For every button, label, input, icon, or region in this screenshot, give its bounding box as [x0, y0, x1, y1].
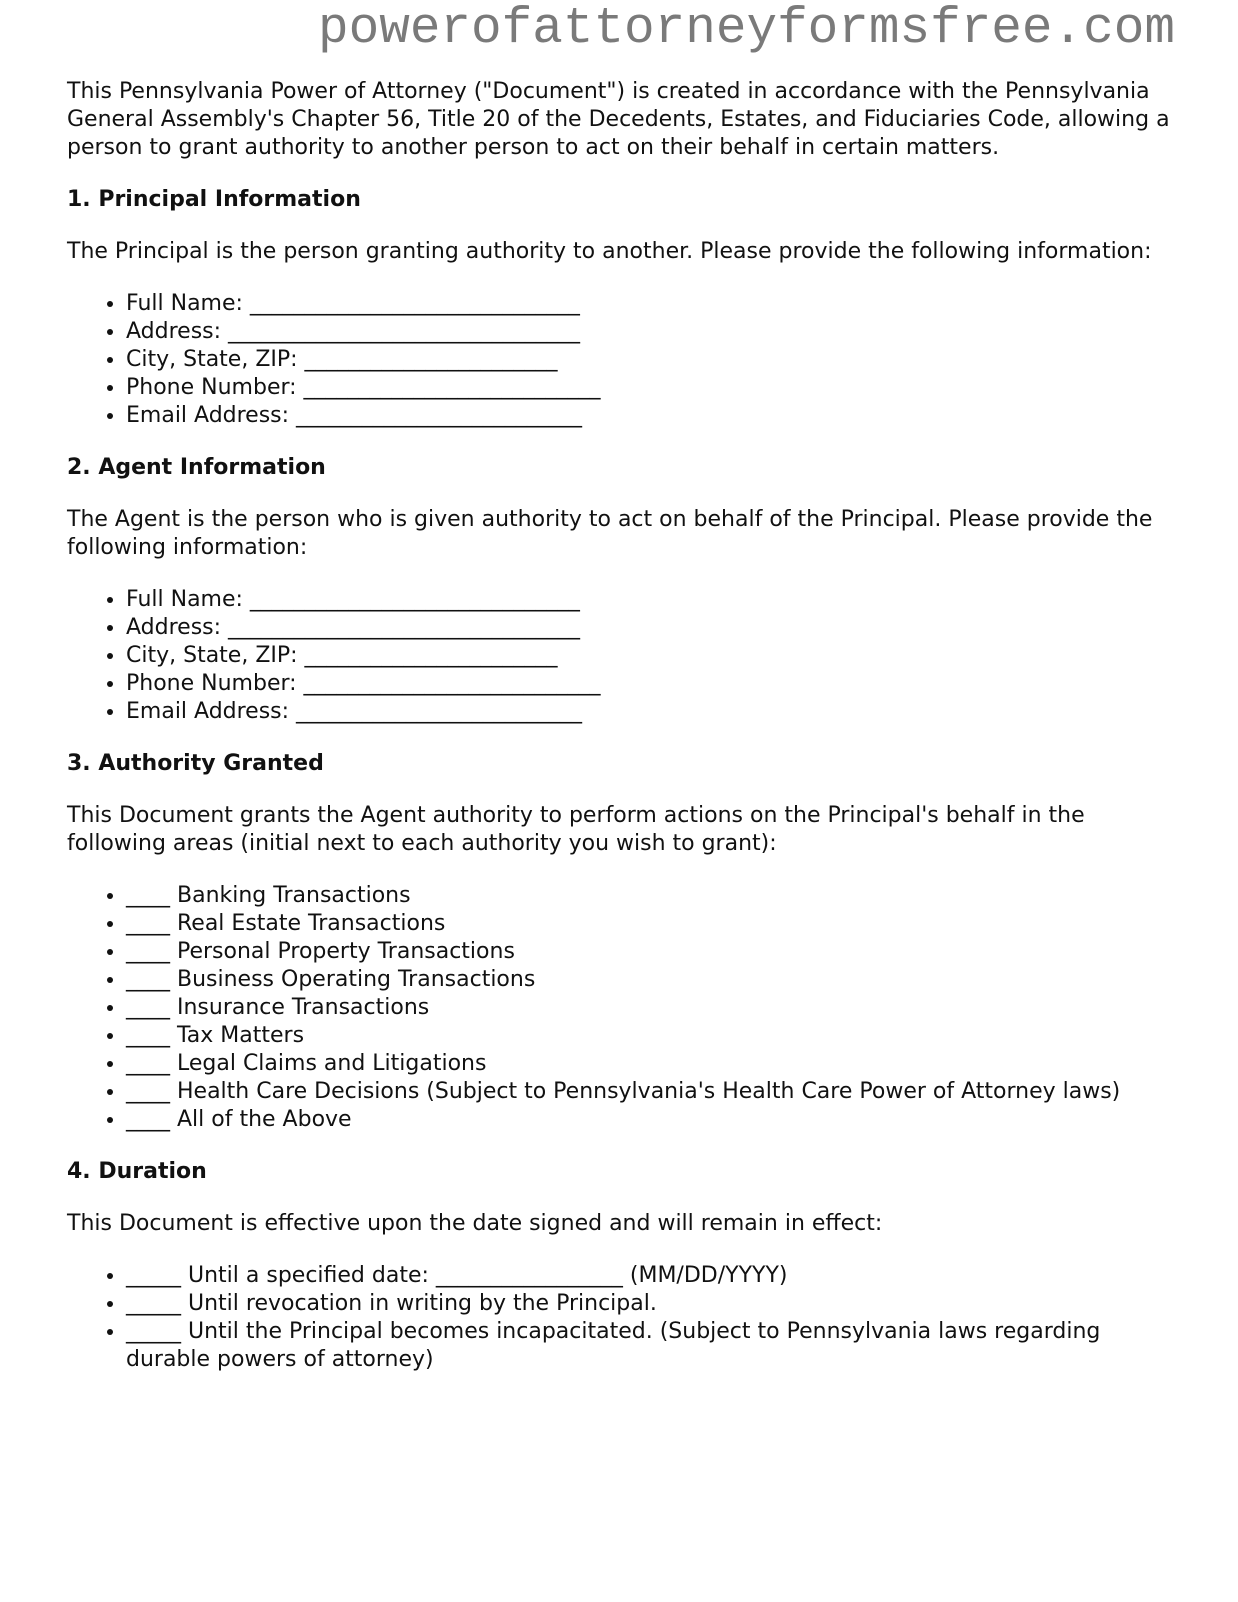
list-item[interactable]: • _____ Until a specified date: _________________ (MM/DD/YYYY) [126, 1262, 1177, 1290]
list-item[interactable]: • City, State, ZIP: _______________________ [126, 346, 1177, 374]
list-item[interactable]: • Address: ________________________________ [126, 614, 1177, 642]
section-heading: 4. Duration [67, 1159, 207, 1184]
section-heading: 3. Authority Granted [67, 751, 324, 776]
list-item[interactable]: • ____ Business Operating Transactions [126, 966, 1177, 994]
list-item[interactable]: • Email Address: __________________________ [126, 402, 1177, 430]
field-list [67, 586, 1177, 726]
list-item[interactable]: • ____ Tax Matters [126, 1022, 1177, 1050]
section-heading: 2. Agent Information [67, 455, 326, 480]
section-principal-information [67, 186, 1177, 430]
section-text: This Document grants the Agent authority to perform actions on the Principal's behalf in the following areas (initial next to each authority you wish to grant): [67, 803, 1085, 856]
list-item[interactable]: • ____ Banking Transactions [126, 882, 1177, 910]
section-authority-granted [67, 750, 1177, 1134]
list-item[interactable]: • ____ Health Care Decisions (Subject to Pennsylvania's Health Care Power of Attorney laws) [126, 1078, 1177, 1106]
list-item[interactable]: • ____ All of the Above [126, 1106, 1177, 1134]
list-item[interactable]: • Phone Number: ___________________________ [126, 374, 1177, 402]
list-item[interactable]: • City, State, ZIP: _______________________ [126, 642, 1177, 670]
section-text: The Agent is the person who is given authority to act on behalf of the Principal. Please provide the following information: [67, 507, 1153, 560]
list-item[interactable]: • ____ Legal Claims and Litigations [126, 1050, 1177, 1078]
list-item[interactable]: • ____ Insurance Transactions [126, 994, 1177, 1022]
list-item[interactable]: • _____ Until the Principal becomes incapacitated. (Subject to Pennsylvania laws regarding durable powers of attorney) [126, 1318, 1177, 1374]
section-heading: 1. Principal Information [67, 187, 361, 212]
section-duration [67, 1158, 1177, 1374]
list-item[interactable]: • Full Name: ______________________________ [126, 586, 1177, 614]
list-item[interactable]: • ____ Personal Property Transactions [126, 938, 1177, 966]
field-list [67, 1262, 1177, 1374]
field-list [67, 882, 1177, 1134]
field-list [67, 290, 1177, 430]
list-item[interactable]: • Full Name: ______________________________ [126, 290, 1177, 318]
intro-paragraph: This Pennsylvania Power of Attorney ("Document") is created in accordance with the Pennsylvania General Assembly's Chapter 56, Title 20 of the Decedents, Estates, and Fiduciaries Code, allowing a person to grant authority to another person to act on their behalf in certain matters. [67, 79, 1170, 160]
sections [67, 186, 1177, 1374]
section-text: The Principal is the person granting authority to another. Please provide the following information: [67, 239, 1152, 264]
list-item[interactable]: • _____ Until revocation in writing by the Principal. [126, 1290, 1177, 1318]
list-item[interactable]: • ____ Real Estate Transactions [126, 910, 1177, 938]
section-agent-information [67, 454, 1177, 726]
section-text: This Document is effective upon the date signed and will remain in effect: [67, 1211, 883, 1236]
list-item[interactable]: • Phone Number: ___________________________ [126, 670, 1177, 698]
document-body [67, 78, 1177, 1398]
list-item[interactable]: • Address: ________________________________ [126, 318, 1177, 346]
watermark: powerofattorneyformsfree.com [318, 1, 1175, 58]
list-item[interactable]: • Email Address: __________________________ [126, 698, 1177, 726]
